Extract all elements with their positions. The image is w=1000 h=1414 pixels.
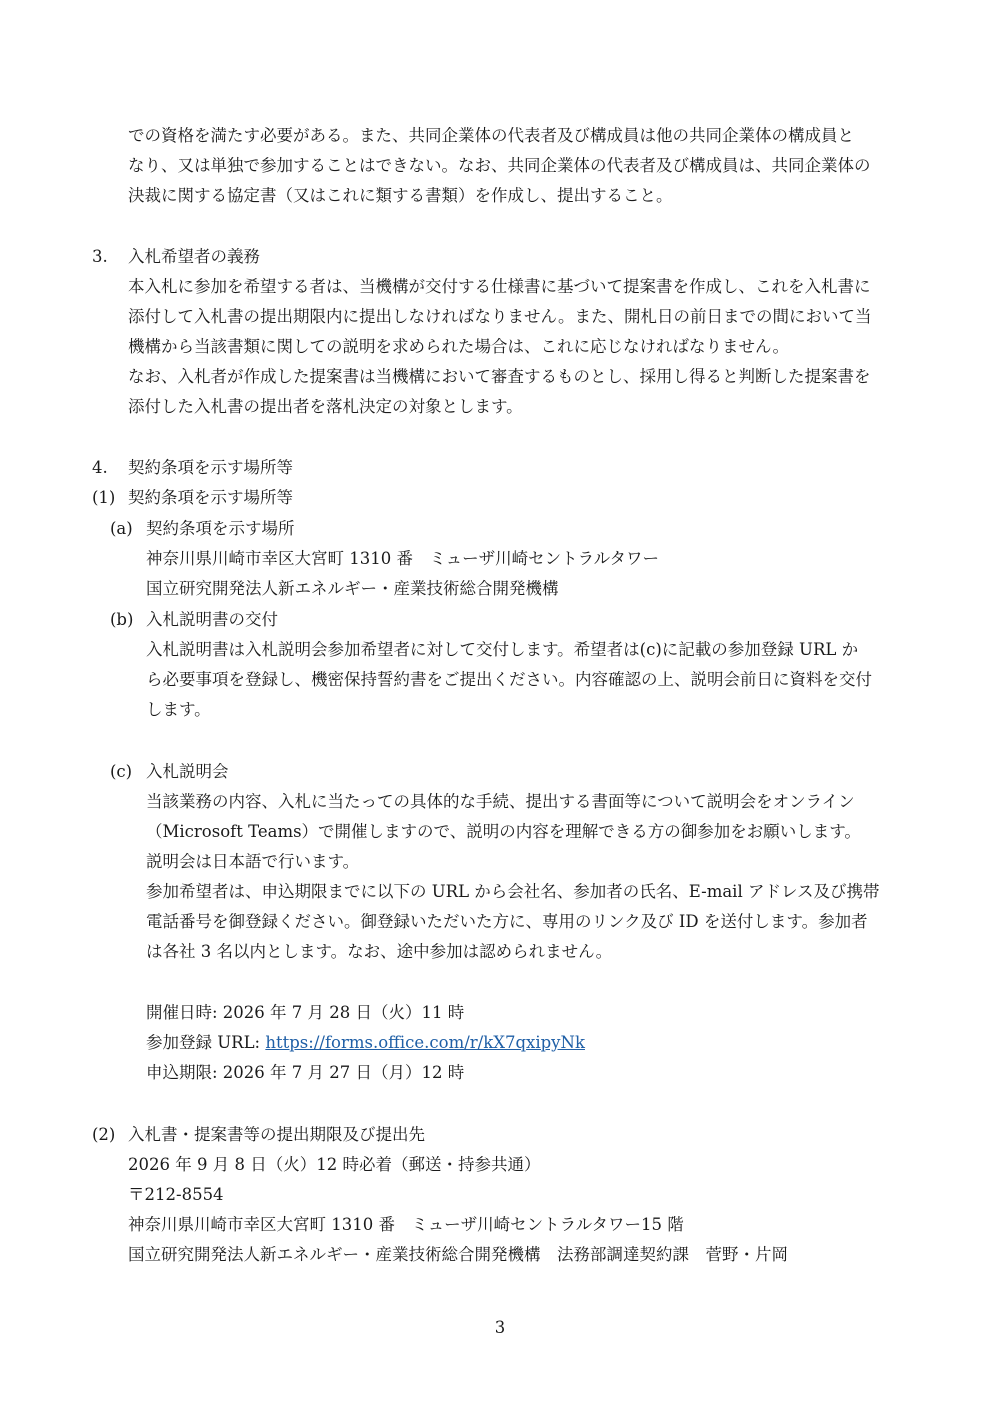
item-c-line-1: 当該業務の内容、入札に当たっての具体的な手続、提出する書面等について説明会をオンライン — [146, 792, 855, 811]
registration-url-link[interactable]: https://forms.office.com/r/kX7qxipyNk — [265, 1033, 585, 1052]
item-c-line-6: は各社 3 名以内とします。なお、途中参加は認められません。 — [146, 942, 613, 961]
section3-line-5: 添付した入札書の提出者を落札決定の対象とします。 — [128, 397, 523, 416]
item-c-line-4: 参加希望者は、申込期限までに以下の URL から会社名、参加者の氏名、E-mail アドレス及び携帯 — [146, 882, 880, 901]
sub2-line-2: 〒212-8554 — [128, 1185, 224, 1204]
sub2-line-4: 国立研究開発法人新エネルギー・産業技術総合開発機構 法務部調達契約課 菅野・片岡 — [128, 1245, 788, 1264]
item-a-line-2: 国立研究開発法人新エネルギー・産業技術総合開発機構 — [146, 579, 559, 598]
section3-number: 3. — [92, 247, 108, 266]
item-c-label: (c) — [110, 762, 133, 781]
page-number: 3 — [494, 1318, 506, 1337]
section3-line-2: 添付して入札書の提出期限内に提出しなければなりません。また、開札日の前日までの間において当 — [128, 307, 872, 326]
item-c-line-5: 電話番号を御登録ください。御登録いただいた方に、専用のリンク及び ID を送付します。参加者 — [146, 912, 868, 931]
registration-url-row — [146, 1028, 585, 1058]
sub1-heading: 契約条項を示す場所等 — [128, 488, 293, 507]
event-datetime: 開催日時: 2026 年 7 月 28 日（火）11 時 — [146, 1003, 465, 1022]
intro-line-1: での資格を満たす必要がある。また、共同企業体の代表者及び構成員は他の共同企業体の構成員と — [128, 126, 854, 145]
item-b-line-1: 入札説明書は入札説明会参加希望者に対して交付します。希望者は(c)に記載の参加登録 URL か — [146, 640, 859, 659]
item-a-heading: 契約条項を示す場所 — [146, 519, 295, 538]
registration-url-label: 参加登録 URL: — [146, 1033, 266, 1052]
registration-deadline: 申込期限: 2026 年 7 月 27 日（月）12 時 — [146, 1063, 465, 1082]
section4-number: 4. — [92, 458, 108, 477]
section3-line-1: 本入札に参加を希望する者は、当機構が交付する仕様書に基づいて提案書を作成し、これを入札書に — [128, 277, 871, 296]
item-b-line-3: します。 — [146, 700, 211, 719]
sub2-line-3: 神奈川県川崎市幸区大宮町 1310 番 ミューザ川崎セントラルタワー15 階 — [128, 1215, 684, 1234]
item-b-label: (b) — [110, 610, 134, 629]
section3-line-4: なお、入札者が作成した提案書は当機構において審査するものとし、採用し得ると判断した提案書を — [128, 367, 871, 386]
item-a-line-1: 神奈川県川崎市幸区大宮町 1310 番 ミューザ川崎セントラルタワー — [146, 549, 659, 568]
section4-heading: 契約条項を示す場所等 — [128, 458, 293, 477]
item-b-heading: 入札説明書の交付 — [146, 610, 278, 629]
sub1-label: (1) — [92, 488, 116, 507]
item-b-line-2: ら必要事項を登録し、機密保持誓約書をご提出ください。内容確認の上、説明会前日に資料を交付 — [146, 670, 872, 689]
section3-heading: 入札希望者の義務 — [128, 247, 260, 266]
item-c-line-2: （Microsoft Teams）で開催しますので、説明の内容を理解できる方の御参加をお願いします。 — [146, 822, 861, 841]
intro-line-3: 決裁に関する協定書（又はこれに類する書類）を作成し、提出すること。 — [128, 186, 673, 205]
sub2-heading: 入札書・提案書等の提出期限及び提出先 — [128, 1125, 425, 1144]
sub2-line-1: 2026 年 9 月 8 日（火）12 時必着（郵送・持参共通） — [128, 1155, 541, 1174]
item-c-line-3: 説明会は日本語で行います。 — [146, 852, 360, 871]
intro-line-2: なり、又は単独で参加することはできない。なお、共同企業体の代表者及び構成員は、共同企業体の — [128, 156, 871, 175]
section3-line-3: 機構から当該書類に関しての説明を求められた場合は、これに応じなければなりません。 — [128, 337, 789, 356]
item-a-label: (a) — [110, 519, 133, 538]
item-c-heading: 入札説明会 — [146, 762, 229, 781]
sub2-label: (2) — [92, 1125, 116, 1144]
